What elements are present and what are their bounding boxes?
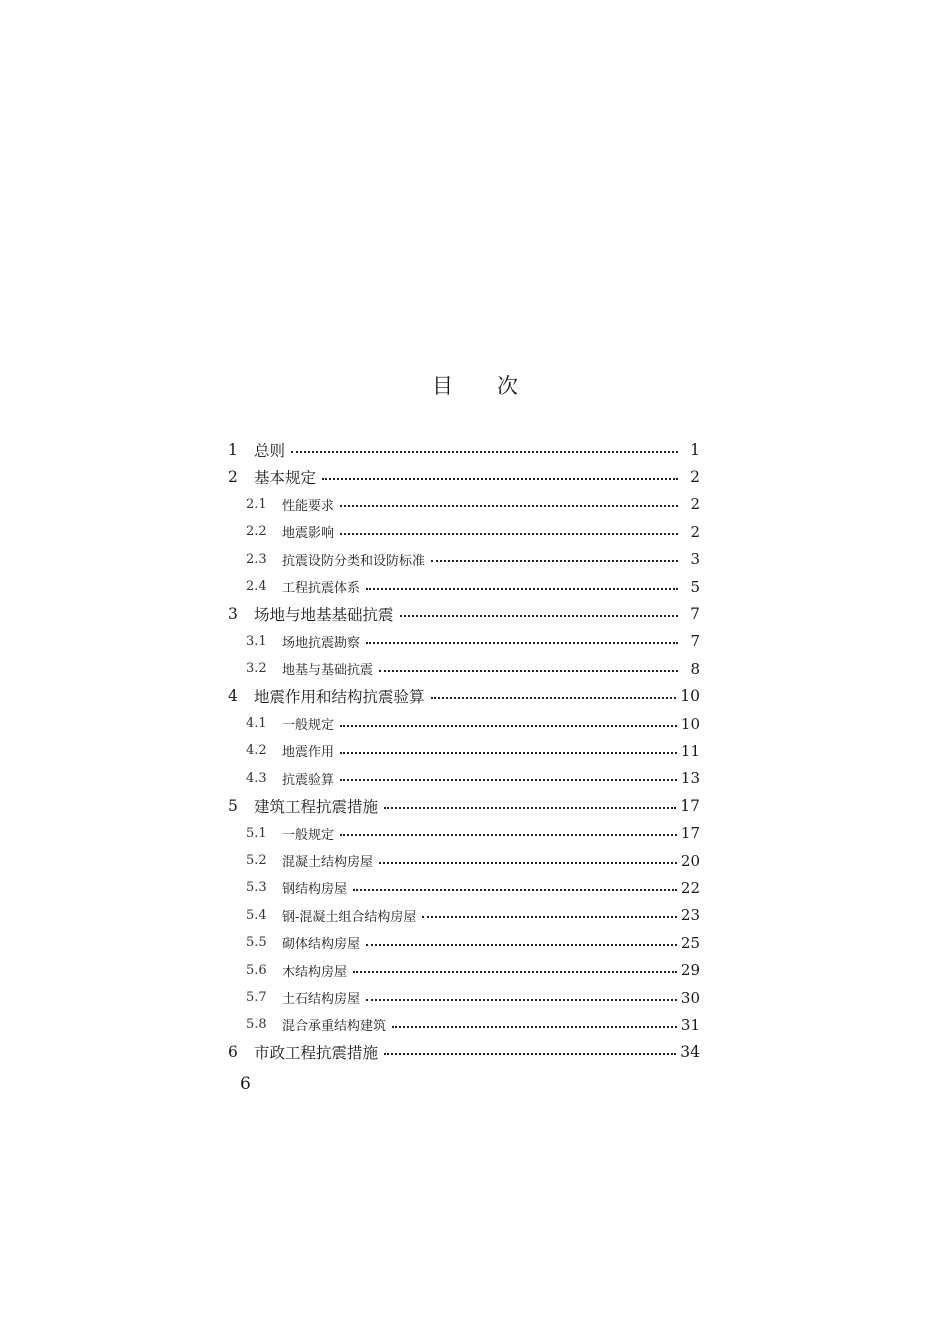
toc-entry-number: 5.3 [246,880,267,896]
toc-leader-dots [340,779,677,781]
toc-entry-number: 2.1 [246,496,267,512]
toc-entry-label: 地震影响 [282,526,335,542]
toc-entry-label: 抗震设防分类和设防标准 [282,553,426,569]
toc-section-entry[interactable] [228,710,700,737]
toc-section-entry[interactable] [228,956,700,983]
toc-entry-number: 2.3 [246,551,267,567]
toc-entry-label: 地震作用 [282,745,335,761]
toc-entry-number: 5.4 [246,907,267,923]
toc-entry-page: 8 [690,659,700,678]
toc-leader-dots [353,971,677,973]
toc-entry-label: 木结构房屋 [282,964,348,980]
toc-entry-label: 工程抗震体系 [282,581,361,597]
toc-entry-label: 场地抗震勘察 [282,635,361,651]
toc-section-entry[interactable] [228,874,700,901]
toc-entry-page: 2 [690,495,700,514]
toc-leader-dots [366,642,678,644]
toc-entry-page: 11 [680,741,700,760]
toc-leader-dots [340,752,677,754]
toc-leader-dots [366,999,677,1001]
toc-section-entry[interactable] [228,546,700,573]
toc-leader-dots [340,505,678,507]
toc-chapter-entry[interactable] [228,683,700,710]
toc-entry-label: 土石结构房屋 [282,992,361,1007]
toc-entry-page: 2 [690,468,700,487]
toc-entry-label: 性能要求 [282,498,335,514]
toc-entry-page: 31 [680,1015,700,1034]
toc-entry-page: 29 [680,961,700,980]
toc-leader-dots [384,1053,676,1055]
toc-section-entry[interactable] [228,902,700,929]
toc-entry-page: 10 [680,714,700,733]
toc-entry-label: 场地与地基基础抗震 [254,606,394,625]
toc-entry-label: 钢结构房屋 [282,882,348,898]
toc-entry-number: 5.1 [246,825,267,841]
toc-section-entry[interactable] [228,573,700,600]
toc-entry-page: 5 [690,577,700,596]
toc-section-entry[interactable] [228,929,700,956]
toc-entry-page: 17 [680,796,700,815]
toc-entry-number: 1 [228,440,238,459]
toc-leader-dots [422,916,677,918]
toc-leader-dots [366,944,677,946]
toc-leader-dots [340,725,677,727]
toc-entry-page: 25 [680,933,700,952]
toc-entry-page: 7 [690,632,700,651]
toc-leader-dots [366,588,678,590]
toc-leader-dots [322,478,678,480]
toc-entry-number: 3.2 [246,661,267,677]
toc-leader-dots [379,670,678,672]
toc-entry-label: 混合承重结构建筑 [282,1019,387,1035]
toc-entry-page: 3 [690,550,700,569]
toc-entry-page: 7 [690,605,700,624]
toc-section-entry[interactable] [228,847,700,874]
toc-entry-number: 2.2 [246,524,267,540]
toc-entry-number: 4.2 [246,743,267,759]
toc-entry-page: 17 [680,824,700,843]
toc-entry-number: 5.2 [246,853,267,869]
toc-entry-number: 4.1 [246,716,267,732]
toc-leader-dots [379,862,677,864]
toc-entry-number: 5.7 [246,990,267,1005]
toc-entry-number: 2 [228,468,238,487]
toc-entry-number: 5.6 [246,962,267,978]
toc-entry-page: 2 [690,522,700,541]
toc-entry-label: 混凝土结构房屋 [282,855,374,871]
toc-entry-page: 10 [680,687,700,706]
toc-leader-dots [384,807,676,809]
toc-entry-label: 建筑工程抗震措施 [254,797,379,816]
toc-entry-page: 30 [680,988,700,1007]
toc-entry-page: 22 [680,878,700,897]
toc-leader-dots [291,451,678,453]
toc-chapter-entry[interactable] [228,600,700,627]
toc-entry-label: 地基与基础抗震 [282,663,374,679]
toc-entry-label: 钢-混凝土组合结构房屋 [282,909,417,925]
toc-entry-number: 4 [228,687,238,706]
toc-section-entry[interactable] [228,819,700,846]
toc-title-char-2: 次 [497,374,518,398]
toc-section-entry[interactable] [228,628,700,655]
toc-entry-number: 5 [228,796,238,815]
toc-entry-number: 3 [228,605,238,624]
toc-entry-number: 5.8 [246,1017,267,1033]
toc-leader-dots [353,889,677,891]
toc-leader-dots [431,560,678,562]
toc-entry-page: 13 [680,769,700,788]
toc-leader-dots [392,1026,677,1028]
toc-chapter-entry[interactable] [228,463,700,490]
toc-section-entry[interactable] [228,765,700,792]
toc-chapter-entry[interactable] [228,436,700,463]
toc-section-entry[interactable] [228,518,700,545]
toc-leader-dots [340,834,677,836]
toc-section-entry[interactable] [228,984,700,1011]
toc-entry-number: 2.4 [246,579,267,595]
toc-entry-label: 一般规定 [282,718,335,734]
toc-entry-label: 基本规定 [254,469,317,488]
toc-entry-label: 总则 [254,441,286,460]
toc-entry-label: 一般规定 [282,827,335,843]
toc-section-entry[interactable] [228,655,700,682]
toc-entry-page: 1 [690,440,700,459]
toc-entry-number: 3.1 [246,633,267,649]
toc-leader-dots [431,697,677,699]
toc-entry-page: 23 [680,906,700,925]
toc-entry-page: 34 [680,1043,700,1062]
toc-title-char-1: 目 [432,374,453,398]
toc-list [228,436,700,1066]
toc-entry-label: 抗震验算 [282,772,335,788]
toc-section-entry[interactable] [228,737,700,764]
toc-chapter-entry[interactable] [228,1039,700,1066]
toc-entry-number: 5.5 [246,935,267,951]
toc-title [0,370,950,400]
toc-entry-label: 市政工程抗震措施 [254,1044,379,1063]
toc-entry-label: 地震作用和结构抗震验算 [254,688,425,707]
toc-section-entry[interactable] [228,491,700,518]
page-number: 6 [240,1074,251,1094]
toc-entry-number: 6 [228,1043,238,1062]
toc-chapter-entry[interactable] [228,792,700,819]
toc-section-entry[interactable] [228,1011,700,1038]
toc-entry-number: 4.3 [246,770,267,786]
toc-entry-label: 砌体结构房屋 [282,937,361,953]
toc-entry-page: 20 [680,851,700,870]
toc-leader-dots [400,615,678,617]
toc-leader-dots [340,533,678,535]
